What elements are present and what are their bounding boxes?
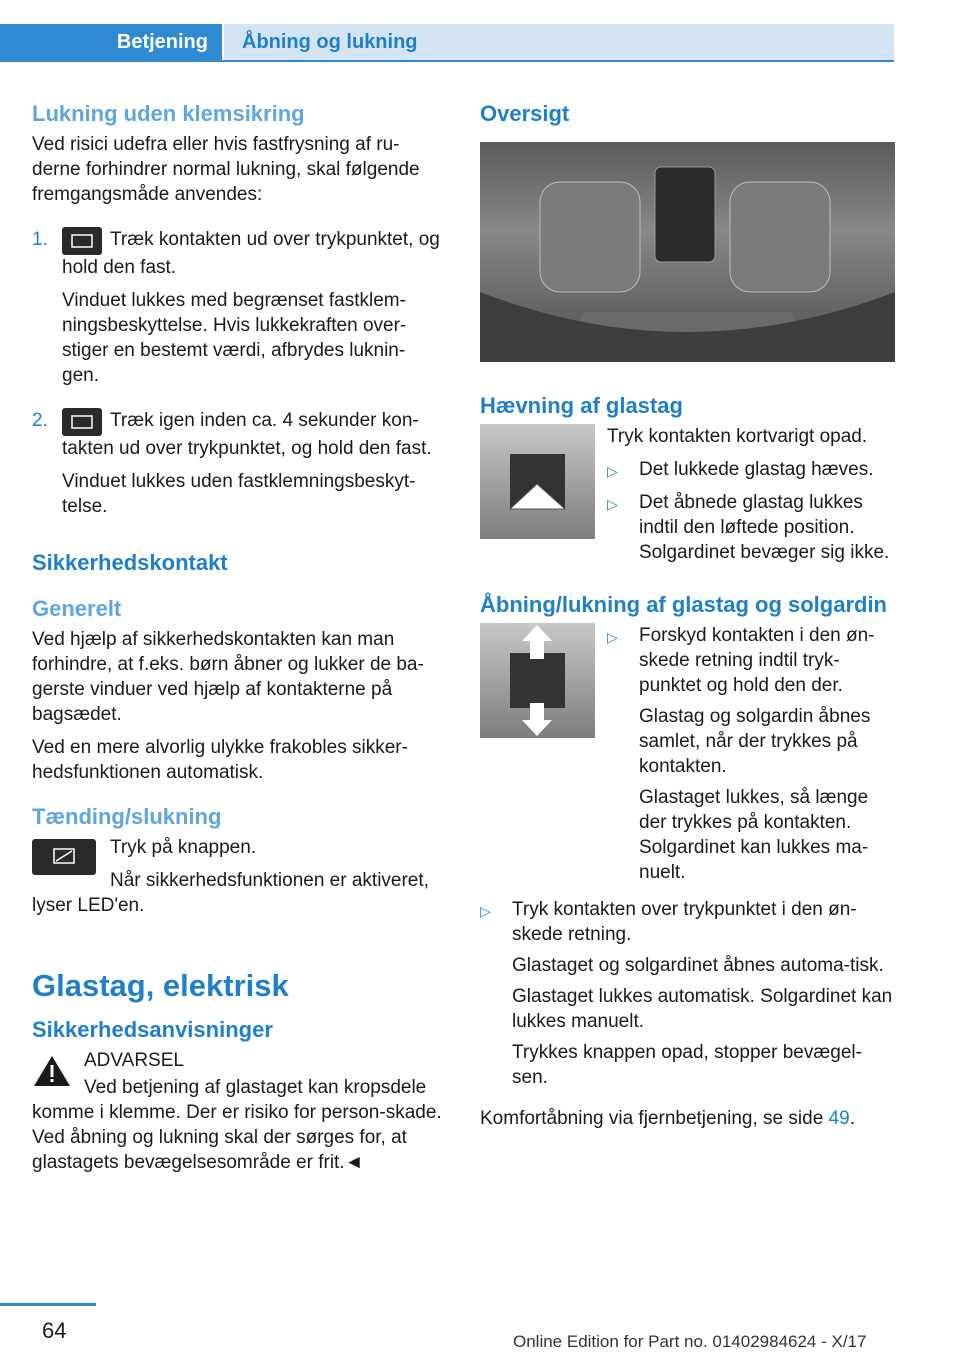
komfort-text: Komfortåbning via fjernbetjening, se side 49.: [480, 1108, 855, 1129]
ulykke-text: Ved en mere alvorlig ulykke frakobles sikker-hedsfunktionen automatisk.: [32, 737, 408, 783]
tab-betjening[interactable]: Betjening: [0, 24, 222, 60]
step-text: Træk igen inden ca. 4 sekunder kon-takten ud over trykpunktet, og hold den fast.: [62, 410, 432, 459]
step-subtext: Vinduet lukkes uden fastklemningsbeskyt-telse.: [62, 471, 416, 517]
heading-abning-solgardin: Åbning/lukning af glastag og solgardin: [480, 592, 887, 617]
warning-icon: [32, 1054, 72, 1088]
step-subtext: Vinduet lukkes med begrænset fastklem-ningsbeskyttelse. Hvis lukkekraften over-stiger en bestemt værdi, afbrydes luknin-gen.: [62, 290, 407, 386]
heading-oversigt: Oversigt: [480, 101, 570, 126]
step-text: Træk kontakten ud over trykpunktet, og hold den fast.: [62, 229, 440, 278]
heading-generelt: Generelt: [32, 596, 122, 621]
window-switch-icon: [62, 408, 102, 436]
step-1: [32, 227, 442, 396]
page-link[interactable]: 49: [828, 1108, 850, 1129]
haevning-text: Tryk kontakten kortvarigt opad.: [607, 426, 868, 447]
heading-haevning: Hævning af glastag: [480, 393, 683, 418]
window-switch-icon: [62, 227, 102, 255]
heading-glastag: Glastag, elektrisk: [32, 968, 289, 1003]
warning-title: ADVARSEL: [84, 1050, 184, 1071]
step-number: 2.: [32, 410, 48, 431]
led-text: Når sikkerhedsfunktionen er aktiveret, lyser LED'en.: [32, 870, 429, 916]
taending-text: Tryk på knappen.: [110, 837, 257, 858]
step-number: 1.: [32, 229, 48, 250]
generelt-text: Ved hjælp af sikkerhedskontakten kan man forhindre, at f.eks. børn åbner og lukker de ba-gerste vinduer ved hjælp af kontakterne på bagsædet.: [32, 629, 424, 725]
bullet-item: ▷ Det åbnede glastag lukkes indtil den løftede position. Solgardinet bevæger sig ikke.: [607, 492, 890, 563]
bullet-item: ▷ Forskyd kontakten i den øn-skede retning indtil tryk-punktet og hold den der. Glastag og solgardin åbnes samlet, når der trykkes på kontakten. Glastaget lukkes, så længe der trykkes på kontakten. Solgardinet kan lukkes ma-nuelt.: [607, 625, 875, 883]
heading-sikkerhedsanvisninger: Sikkerhedsanvisninger: [32, 1017, 273, 1042]
header-rule: [0, 60, 894, 62]
taending-block: [32, 835, 442, 918]
heading-sikkerhedskontakt: Sikkerhedskontakt: [32, 550, 228, 575]
warning-text: Ved betjening af glastaget kan kropsdele komme i klemme. Der er risiko for person-skade. Ved åbning og lukning skal der sørges for, at glastagets bevægelsesområde er frit.◄: [32, 1077, 442, 1173]
bullet-item: ▷ Tryk kontakten over trykpunktet i den øn-skede retning. Glastaget og solgardinet åbnes automa-tisk. Glastaget lukkes automatisk. Solgardinet kan lukkes manuelt. Trykkes knappen opad, stopper bevægel-sen.: [480, 899, 893, 1088]
footer-rule: [0, 1303, 96, 1306]
edition-text: Online Edition for Part no. 01402984624 - X/17: [513, 1332, 867, 1351]
page-header: [0, 0, 960, 64]
step-2: [32, 408, 442, 527]
bullet-item: ▷ Det lukkede glastag hæves.: [607, 459, 874, 480]
left-column: [32, 100, 442, 1183]
page-number: 64: [42, 1318, 67, 1343]
right-column: [480, 100, 895, 1139]
overview-photo: [480, 142, 895, 362]
intro-text: Ved risici udefra eller hvis fastfrysning af ru-derne forhindrer normal lukning, skal følgende fremgangsmåde anvendes:: [32, 134, 420, 205]
heading-taending: Tænding/slukning: [32, 804, 222, 829]
tab-abning-lukning[interactable]: Åbning og lukning: [224, 24, 894, 60]
warning-block: [32, 1048, 442, 1175]
heading-lukning: Lukning uden klemsikring: [32, 101, 305, 126]
slide-switch-image: [480, 623, 595, 738]
safety-switch-icon: [32, 839, 96, 875]
raise-switch-image: [480, 424, 595, 539]
